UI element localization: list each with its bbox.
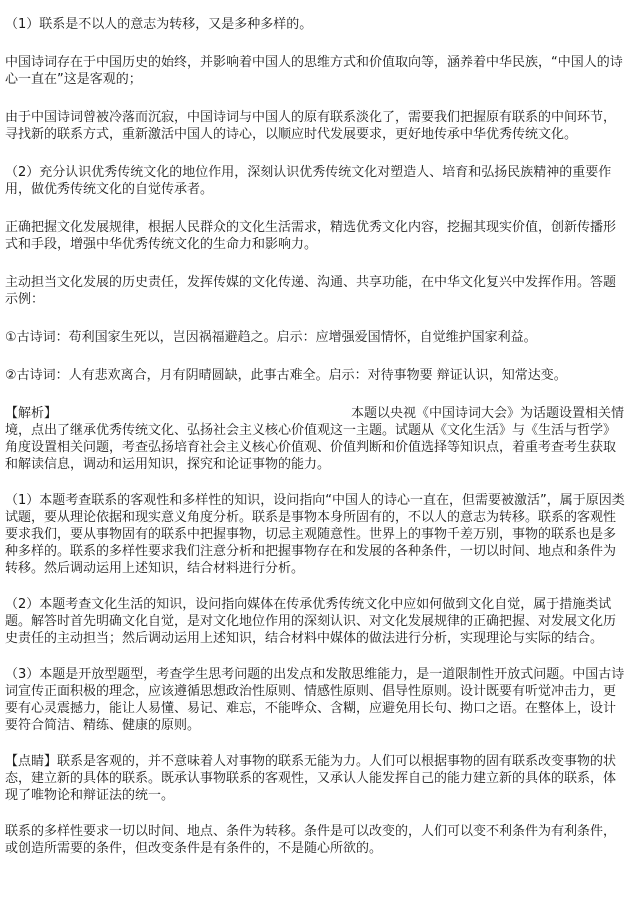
analysis-tag: 【解析】 xyxy=(5,406,58,421)
answer-paragraph-3: 由于中国诗词曾被冷落而沉寂，中国诗词与中国人的原有联系淡化了，需要我们把握原有联系的中间环节，寻找新的联系方式，重新激活中国人的诗心，以顺应时代发展要求，更好地传承中华优秀传统文化。 xyxy=(5,110,617,142)
example-poem-2: ②古诗词：人有悲欢离合，月有阴晴圆缺，此事古难全。启示：对待事物要 辩证认识，知常达变。 xyxy=(5,368,567,383)
answer-paragraph-5: 正确把握文化发展规律，根据人民群众的文化生活需求，精选优秀文化内容，挖掘其现实价值，创新传播形式和手段，增强中华优秀传统文化的生命力和影响力。 xyxy=(5,220,617,252)
analysis-question-3: （3）本题是开放型题型，考查学生思考问题的出发点和发散思维能力，是一道限制性开放式问题。中国古诗词宣传正面积极的理念，应该遵循思想政治性原则、情感性原则、倡导性原则。设计既要有听觉冲击力，更要有心灵震撼力，能让人易懂、易记、难忘，不能哗众、含糊，应避免用长句、拗口之语。在整体上，设计要符合简洁、精练、健康的原则。 xyxy=(5,667,625,733)
tip-paragraph-1: 【点睛】联系是客观的，并不意味着人对事物的联系无能为力。人们可以根据事物的固有联系改变事物的状态，建立新的具体的联系。既承认事物联系的客观性，又承认人能发挥自己的能力建立新的具体的联系，体现了唯物论和辩证法的统一。 xyxy=(5,754,617,803)
analysis-intro xyxy=(5,405,625,473)
tip-paragraph-2: 联系的多样性要求一切以时间、地点、条件为转移。条件是可以改变的，人们可以变不利条件为有利条件，或创造所需要的条件，但改变条件是有条件的，不是随心所欲的。 xyxy=(5,824,617,856)
analysis-question-1: （1）本题考查联系的客观性和多样性的知识，设问指向“中国人的诗心一直在，但需要被激活”，属于原因类试题，要从理论依据和现实意义角度分析。联系是事物本身所固有的，不以人的意志为转移。联系的客观性要求我们，要从事物固有的联系中把握事物，切忌主观随意性。世界上的事物千差万别，事物的联系也是多种多样的。联系的多样性要求我们注意分析和把握事物存在和发展的各种条件，一切以时间、地点和条件为转移。然后调动运用上述知识，结合材料进行分析。 xyxy=(5,493,625,576)
answer-paragraph-6: 主动担当文化发展的历史责任，发挥传媒的文化传递、沟通、共享功能，在中华文化复兴中发挥作用。答题示例： xyxy=(5,275,617,307)
answer-point-2: （2）充分认识优秀传统文化的地位作用，深刻认识优秀传统文化对塑造人、培育和弘扬民族精神的重要作用，做优秀传统文化的自觉传承者。 xyxy=(5,165,612,197)
analysis-question-2: （2）本题考查文化生活的知识，设问指向媒体在传承优秀传统文化中应如何做到文化自觉，属于措施类试题。解答时首先明确文化自觉，是对文化地位作用的深刻认识、对文化发展规律的正确把握、对发展文化历史责任的主动担当；然后调动运用上述知识，结合材料中媒体的做法进行分析，实现理论与实际的结合。 xyxy=(5,597,617,646)
answer-point-1: （1）联系是不以人的意志为转移，又是多种多样的。 xyxy=(5,17,313,32)
answer-paragraph-2: 中国诗词存在于中国历史的始终，并影响着中国人的思维方式和价值取向等，涵养着中华民族，“中国人的诗心一直在”这是客观的； xyxy=(5,55,623,87)
example-poem-1: ①古诗词：苟利国家生死以，岂因祸福避趋之。启示：应增强爱国情怀，自觉维护国家利益。 xyxy=(5,330,537,345)
analysis-intro-text: 本题以央视《中国诗词大会》为话题设置相关情境，点出了继承优秀传统文化、弘扬社会主义核心价值观这一主题。试题从《文化生活》与《生活与哲学》角度设置相关问题，考查弘扬培育社会主义核心价值观、价值判断和价值选择等知识点，着重考查考生获取和解读信息，调动和运用知识，探究和论证事物的能力。 xyxy=(5,406,625,472)
